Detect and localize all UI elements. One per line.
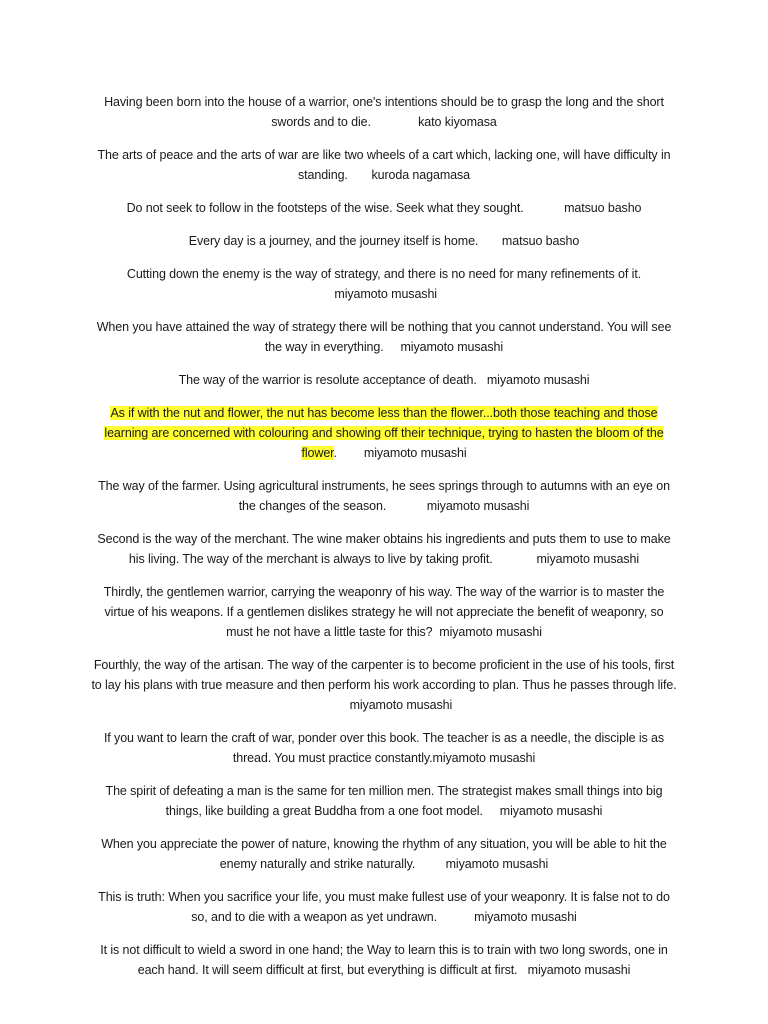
quote: [90, 781, 678, 821]
quote-gap: [384, 340, 401, 354]
quote-author: miyamoto musashi: [445, 857, 549, 871]
quote-text: It is not difficult to wield a sword in one hand; the Way to learn this is to train with two long swords, one in each hand. It will seem difficult at first, but everything is difficult at first.: [100, 943, 668, 977]
quote-text: Fourthly, the way of the artisan. The way of the carpenter is to become proficient in the use of his tools, first to lay his plans with true measure and then perform his work according to plan. Thus he passes through life.: [91, 658, 677, 692]
quote-text: This is truth: When you sacrifice your life, you must make fullest use of your weaponry. It is false not to do so, and to die with a weapon as yet undrawn.: [98, 890, 670, 924]
quote: [90, 655, 678, 715]
quote: [90, 582, 678, 642]
highlighted-text: As if with the nut and flower, the nut has become less than the flower...both those teaching and those learning are concerned with colouring and showing off their technique, trying to hasten the bloom of the flower: [104, 406, 664, 460]
quote-text: Second is the way of the merchant. The wine maker obtains his ingredients and puts them to use to make his living. The way of the merchant is always to live by taking profit.: [97, 532, 671, 566]
quote-gap: [316, 698, 350, 712]
quote-gap: [483, 804, 500, 818]
quote-author: miyamoto musashi: [426, 499, 530, 513]
quote-author: miyamoto musashi: [439, 625, 542, 639]
quote-text: Thirdly, the gentlemen warrior, carrying the weaponry of his way. The way of the warrior is to master the virtue of his weapons. If a gentlemen dislikes strategy he will not appreciate the benefit of weaponry, so must he not have a little taste for this?: [103, 585, 665, 639]
quote-text: If you want to learn the craft of war, ponder over this book. The teacher is as a needle, the disciple is as thread. You must practice constantly.: [103, 731, 665, 765]
quote: [90, 728, 678, 768]
quote-gap: [415, 857, 445, 871]
quote: [90, 92, 678, 132]
quote-text: Do not seek to follow in the footsteps of the wise. Seek what they sought.: [126, 201, 524, 215]
quote: [90, 476, 678, 516]
quote-gap: [371, 115, 418, 129]
quote-gap: [348, 168, 372, 182]
quote-author: miyamoto musashi: [474, 910, 577, 924]
quote: [90, 834, 678, 874]
quote-author: miyamoto musashi: [499, 804, 603, 818]
quote-author: kuroda nagamasa: [371, 168, 471, 182]
highlighted-quote: [90, 403, 678, 463]
quote-gap: [524, 201, 564, 215]
quote-author: matsuo basho: [564, 201, 642, 215]
quote-text: Having been born into the house of a warrior, one's intentions should be to grasp the long and the short swords and to die.: [104, 95, 664, 129]
quote: [90, 198, 678, 218]
quote-gap: [437, 910, 474, 924]
quote-author: kato kiyomasa: [418, 115, 497, 129]
quote-text-after: .: [333, 446, 337, 460]
quote-author: miyamoto musashi: [527, 963, 631, 977]
quote: [90, 264, 678, 304]
quote-text: The way of the warrior is resolute acceptance of death.: [178, 373, 477, 387]
quote: [90, 231, 678, 251]
quote-text: Every day is a journey, and the journey itself is home.: [188, 234, 479, 248]
quote-author: miyamoto musashi: [334, 287, 437, 301]
quote-text: The spirit of defeating a man is the same for ten million men. The strategist makes small things into big things, like building a great Buddha from a one foot model.: [105, 784, 663, 818]
quote: [90, 887, 678, 927]
quote-author: miyamoto musashi: [400, 340, 504, 354]
quote-author: miyamoto musashi: [363, 446, 467, 460]
quote: [90, 317, 678, 357]
quote-text: The arts of peace and the arts of war are like two wheels of a cart which, lacking one, will have difficulty in standing.: [97, 148, 671, 182]
quote-text: The way of the farmer. Using agricultural instruments, he sees springs through to autumns with an eye on the changes of the season.: [98, 479, 670, 513]
quote: [90, 529, 678, 569]
quote-author: matsuo basho: [501, 234, 580, 248]
quote: [90, 370, 678, 390]
quote-author: miyamoto musashi: [432, 751, 536, 765]
quote-author: miyamoto musashi: [486, 373, 590, 387]
quote: [90, 940, 678, 980]
quote: [90, 145, 678, 185]
quote-text: Cutting down the enemy is the way of strategy, and there is no need for many refinements of it.: [126, 267, 642, 281]
quote-text: When you appreciate the power of nature, knowing the rhythm of any situation, you will be able to hit the enemy naturally and strike naturally.: [101, 837, 667, 871]
quote-author: miyamoto musashi: [536, 552, 640, 566]
quote-text: When you have attained the way of strategy there will be nothing that you cannot understand. You will see the way in everything.: [96, 320, 672, 354]
quote-gap: [386, 499, 426, 513]
quote-gap: [478, 234, 502, 248]
quote-gap: [337, 446, 364, 460]
quote-gap: [518, 963, 528, 977]
quote-author: miyamoto musashi: [349, 698, 453, 712]
quote-gap: [477, 373, 487, 387]
quote-gap: [493, 552, 537, 566]
